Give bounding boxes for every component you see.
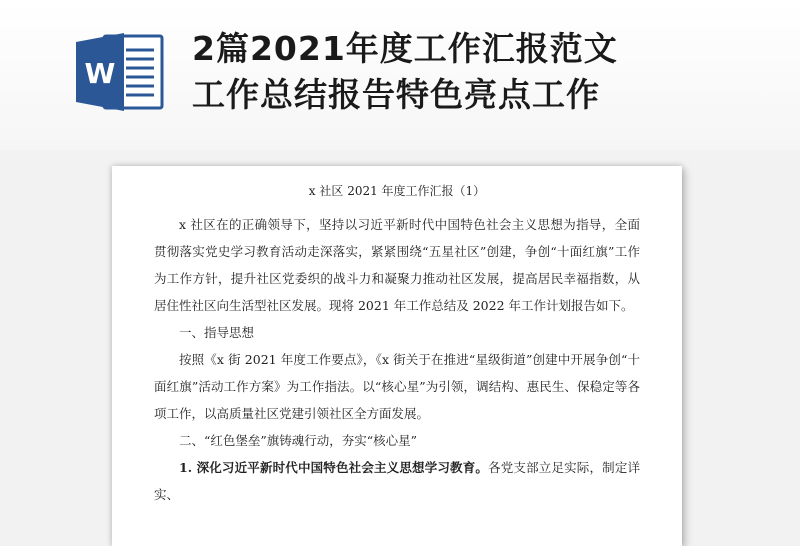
word-icon-letter: W	[84, 57, 116, 90]
section-heading-1: 一、指导思想	[179, 325, 255, 340]
document-body	[154, 180, 640, 508]
document-title: x 社区 2021 年度工作汇报（1）	[308, 184, 486, 198]
document-page	[112, 166, 682, 546]
list-item-1-heading: 1. 深化习近平新时代中国特色社会主义思想学习教育。	[179, 460, 489, 475]
page-title	[192, 26, 618, 118]
header-banner	[0, 0, 800, 150]
section-heading-2: 二、“红色堡垒”旗铸魂行动，夯实“核心星”	[179, 433, 418, 448]
title-line-1: 2篇2021年度工作汇报范文	[192, 29, 618, 68]
list-item-1	[154, 454, 640, 508]
word-document-icon	[74, 32, 166, 112]
section-1-paragraph: 按照《x 街 2021 年度工作要点》，《x 街关于在推进“星级街道”创建中开展争创“十面红旗”活动工作方案》为工作指法。以“核心星”为引领，调结构、惠民生、保稳定等各项工作，以高质量社区党建引领社区全方面发展。	[154, 352, 640, 421]
list-item-1-text: 各党支部立足实际，制定详实、	[154, 460, 640, 502]
intro-paragraph: x 社区在的正确领导下，坚持以习近平新时代中国特色社会主义思想为指导，全面贯彻落实党史学习教育活动走深落实，紧紧围绕“五星社区”创建，争创“十面红旗”工作为工作方针，提升社区党委织的战斗力和凝聚力推动社区发展，提高居民幸福指数，从居住性社区向生活型社区发展。现将 2021 年工作总结及 2022 年工作计划报告如下。	[154, 217, 640, 313]
title-line-2: 工作总结报告特色亮点工作	[192, 75, 600, 114]
